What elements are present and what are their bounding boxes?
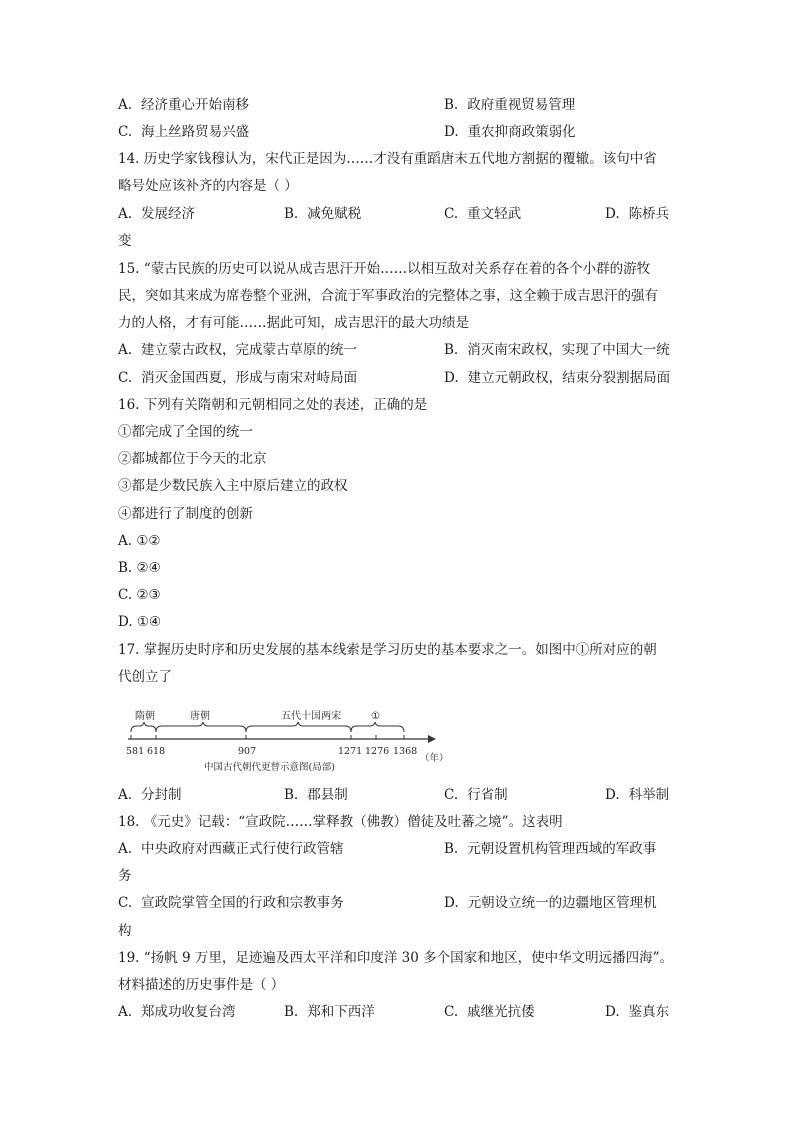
option-letter: A.: [118, 97, 133, 113]
option-text: 建立元朝政权，结束分裂割据局面: [467, 370, 671, 386]
q14-option-b[interactable]: [284, 205, 361, 223]
option-text: 科举制: [628, 787, 670, 803]
timeline-year-1276: 1276: [365, 746, 390, 757]
q19-option-d[interactable]: [605, 1003, 669, 1021]
option-letter: D.: [605, 1004, 620, 1020]
q18-option-c[interactable]: [118, 894, 344, 912]
q14-option-c[interactable]: [444, 205, 521, 223]
option-text: 戚继光抗倭: [467, 1004, 535, 1020]
q13-option-b[interactable]: [444, 96, 575, 114]
q16-item-1: ①都完成了全国的统一: [118, 424, 253, 440]
timeline-year-581: 581: [126, 746, 145, 757]
q16-item-3: ③都是少数民族入主中原后建立的政权: [118, 478, 348, 494]
option-letter: D.: [605, 787, 620, 803]
q14-option-a[interactable]: [118, 205, 195, 223]
option-letter: C.: [444, 1004, 459, 1020]
timeline-year-618: 618: [147, 746, 166, 757]
option-text: 重文轻武: [467, 206, 522, 222]
timeline-braces: [131, 722, 404, 732]
option-text: 建立蒙古政权，完成蒙古草原的统一: [141, 342, 358, 358]
option-letter: D.: [444, 370, 459, 386]
option-letter: C.: [444, 206, 459, 222]
timeline-label-sui: 隋朝: [135, 711, 155, 722]
timeline-caption: 中国古代朝代更替示意图(局部): [204, 762, 335, 773]
q16-option-d[interactable]: D. ①④: [118, 614, 162, 630]
option-letter: C.: [118, 370, 133, 386]
option-text: 中央政府对西藏正式行使行政管辖: [141, 841, 344, 857]
q15-stem-line-3: 力的人格，才有可能……据此可知，成吉思汗的最大功绩是: [118, 315, 469, 331]
option-letter: B.: [284, 787, 299, 803]
option-text: 消灭金国西夏，形成与南宋对峙局面: [141, 370, 358, 386]
q14-option-d[interactable]: [605, 205, 669, 223]
option-letter: A.: [118, 1004, 133, 1020]
option-letter: D.: [444, 124, 459, 140]
timeline-year-1368: 1368: [393, 746, 418, 757]
q16-option-a[interactable]: A. ①②: [118, 533, 161, 549]
q16-option-b[interactable]: B. ②④: [118, 560, 161, 576]
q19-stem-line-2: 材料描述的历史事件是（ ）: [118, 977, 285, 993]
q16-item-2: ②都城都位于今天的北京: [118, 451, 267, 467]
q18-option-d[interactable]: [444, 894, 657, 912]
option-text: 重农抑商政策弱化: [467, 124, 576, 140]
q18-option-a[interactable]: [118, 840, 344, 858]
q13-option-d[interactable]: [444, 123, 576, 141]
brace-circle-1: [351, 722, 404, 732]
q18-option-b[interactable]: [444, 840, 656, 858]
timeline-arrow-icon: [428, 735, 436, 743]
option-letter: B.: [444, 841, 459, 857]
q13-option-a[interactable]: [118, 96, 249, 114]
option-text: 减免赋税: [307, 206, 362, 222]
option-letter: D.: [444, 895, 459, 911]
timeline-label-five-dynasties-song: 五代十国两宋: [281, 711, 341, 722]
option-letter: A.: [118, 342, 133, 358]
q18-stem: 18. 《元史》记载：“宣政院……掌释教（佛教）僧徒及吐蕃之境”。这表明: [118, 814, 563, 830]
timeline-year-907: 907: [238, 746, 257, 757]
brace-tang: [156, 722, 246, 732]
timeline-svg: [118, 702, 448, 782]
option-text: 宣政院掌管全国的行政和宗教事务: [141, 895, 344, 911]
timeline-year-1271: 1271: [338, 746, 363, 757]
option-text: 郑和下西洋: [307, 1004, 375, 1020]
option-text: 陈桥兵: [628, 206, 670, 222]
option-letter: B.: [444, 97, 459, 113]
option-text: 鉴真东: [628, 1004, 670, 1020]
q19-stem-line-1: 19. “扬帆 9 万里，足迹遍及西太平洋和印度洋 30 多个国家和地区，使中华文明远播四海”。: [118, 950, 673, 966]
q17-option-b[interactable]: [284, 786, 348, 804]
brace-sui: [131, 722, 156, 732]
q15-option-c[interactable]: [118, 369, 357, 387]
option-letter: D.: [605, 206, 620, 222]
option-letter: B.: [284, 206, 299, 222]
option-text: 郡县制: [307, 787, 348, 803]
timeline-label-circle-1: ①: [371, 711, 380, 722]
option-letter: A.: [118, 206, 133, 222]
option-letter: A.: [118, 787, 133, 803]
q15-option-b[interactable]: [444, 341, 670, 359]
q18-option-b-wrap: 务: [118, 868, 132, 884]
option-text: 政府重视贸易管理: [467, 97, 576, 113]
q17-option-c[interactable]: [444, 786, 508, 804]
option-text: 发展经济: [141, 206, 196, 222]
q17-stem-line-2: 代创立了: [118, 669, 172, 685]
option-text: 海上丝路贸易兴盛: [141, 124, 250, 140]
q17-option-d[interactable]: [605, 786, 669, 804]
q19-option-b[interactable]: [284, 1003, 375, 1021]
option-text: 元朝设置机构管理西域的军政事: [467, 841, 657, 857]
q16-stem: 16. 下列有关隋朝和元朝相同之处的表述，正确的是: [118, 397, 428, 413]
option-letter: C.: [444, 787, 459, 803]
option-letter: C.: [118, 124, 133, 140]
option-letter: B.: [444, 342, 459, 358]
option-text: 消灭南宋政权，实现了中国大一统: [467, 342, 670, 358]
timeline-unit: （年）: [420, 753, 448, 764]
q19-option-a[interactable]: [118, 1003, 236, 1021]
q13-option-c[interactable]: [118, 123, 249, 141]
timeline-label-tang: 唐朝: [190, 711, 210, 722]
q17-option-a[interactable]: [118, 786, 182, 804]
dynasty-timeline-figure: [118, 702, 448, 782]
option-letter: A.: [118, 841, 133, 857]
q15-stem-line-1: 15. “蒙古民族的历史可以说从成吉思汗开始……以相互敌对关系存在着的各个小群的游牧: [118, 261, 651, 277]
q14-stem-line-2: 略号处应该补齐的内容是（ ）: [118, 178, 298, 194]
q16-option-c[interactable]: C. ②③: [118, 587, 161, 603]
q16-item-4: ④都进行了制度的创新: [118, 506, 253, 522]
q14-stem-line-1: 14. 历史学家钱穆认为，宋代正是因为……才没有重蹈唐末五代地方割据的覆辙。该句中省: [118, 151, 657, 167]
q19-option-c[interactable]: [444, 1003, 535, 1021]
option-text: 郑成功收复台湾: [141, 1004, 236, 1020]
q18-option-d-wrap: 构: [118, 923, 132, 939]
option-letter: B.: [284, 1004, 299, 1020]
q15-option-d[interactable]: [444, 369, 670, 387]
option-text: 行省制: [467, 787, 508, 803]
q17-stem-line-1: 17. 掌握历史时序和历史发展的基本线索是学习历史的基本要求之一。如图中①所对应的朝: [118, 642, 657, 658]
q15-stem-line-2: 民，突如其来成为席卷整个亚洲，合流于军事政治的完整体之事，这全赖于成吉思汗的强有: [118, 288, 658, 304]
option-letter: C.: [118, 895, 133, 911]
q14-option-d-wrap: 变: [118, 233, 132, 249]
q15-option-a[interactable]: [118, 341, 357, 359]
option-text: 经济重心开始南移: [141, 97, 250, 113]
brace-song: [246, 722, 351, 732]
option-text: 元朝设立统一的边疆地区管理机: [467, 895, 657, 911]
option-text: 分封制: [141, 787, 182, 803]
